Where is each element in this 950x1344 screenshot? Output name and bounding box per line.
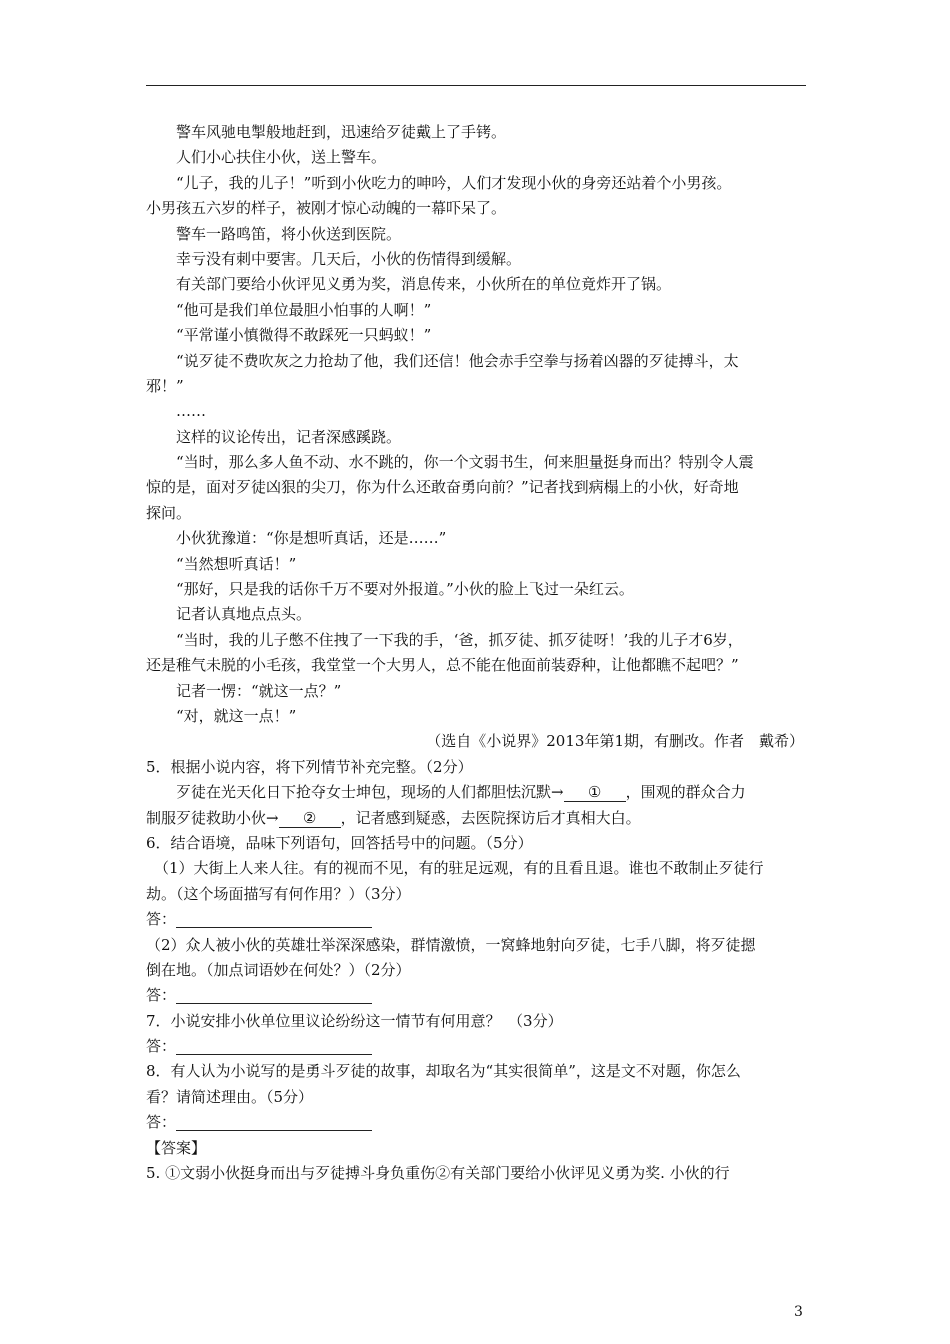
- paragraph-line: 警车一路鸣笛，将小伙送到医院。: [176, 224, 402, 243]
- question-6-sub2: 倒在地。（加点词语妙在何处？）（2分）: [146, 960, 411, 979]
- paragraph-line: 这样的议论传出，记者深感蹊跷。: [176, 427, 402, 446]
- question-5-line-2: [146, 806, 810, 831]
- question-6-sub1: （1）大街上人来人往。有的视而不见，有的驻足远观，有的且看且退。谁也不敢制止歹徒行: [154, 859, 764, 878]
- answer-row: [146, 1110, 810, 1135]
- answer-label: 答：: [146, 910, 177, 929]
- page-number: 3: [794, 1304, 803, 1320]
- paragraph-line: “当然想听真话！”: [176, 554, 297, 573]
- paragraph-line: 幸亏没有刺中要害。几天后，小伙的伤情得到缓解。: [176, 249, 522, 268]
- question-7-title: 7．小说安排小伙单位里议论纷纷这一情节有何用意？ （3分）: [146, 1011, 563, 1030]
- answer-label: 答：: [146, 1037, 177, 1056]
- answer-label: 答：: [146, 1113, 177, 1132]
- paragraph-line: “那好，只是我的话你千万不要对外报道。”小伙的脸上飞过一朵红云。: [176, 580, 634, 599]
- paragraph-line: 人们小心扶住小伙，送上警车。: [176, 148, 387, 167]
- q5-text: 制服歹徒救助小伙→: [146, 808, 279, 827]
- q5-text: 歹徒在光天化日下抢夺女士坤包，现场的人们都胆怯沉默→: [176, 783, 564, 802]
- paragraph-line: “当时，那么多人鱼不动、水不跳的，你一个文弱书生，何来胆量挺身而出？特别令人震: [176, 453, 754, 472]
- answer-line[interactable]: [176, 985, 372, 1004]
- paragraph-line: “儿子，我的儿子！”听到小伙吃力的呻吟，人们才发现小伙的身旁还站着个小男孩。: [176, 173, 732, 192]
- answer-line[interactable]: [176, 909, 372, 928]
- answer-5: 5. ①文弱小伙挺身而出与歹徒搏斗身负重伤②有关部门要给小伙评见义勇为奖. 小伙的行: [146, 1164, 730, 1183]
- paragraph-line: 还是稚气未脱的小毛孩，我堂堂一个大男人，总不能在他面前装孬种，让他都瞧不起吧？”: [146, 656, 739, 675]
- answer-label: 答：: [146, 986, 177, 1005]
- paragraph-line: “对，就这一点！”: [176, 706, 297, 725]
- question-6-sub2: （2）众人被小伙的英雄壮举深深感染，群情激愤，一窝蜂地射向歹徒，七手八脚，将歹徒摁: [146, 935, 756, 954]
- header-rule: [146, 85, 806, 86]
- paragraph-line: “说歹徒不费吹灰之力抢劫了他，我们还信！他会赤手空拳与扬着凶器的歹徒搏斗，太: [176, 351, 739, 370]
- paragraph-line: 记者认真地点点头。: [176, 605, 312, 624]
- fill-blank-2[interactable]: ②: [279, 809, 341, 828]
- q5-text: ，记者感到疑惑，去医院探访后才真相大白。: [340, 808, 641, 827]
- paragraph-line: 惊的是，面对歹徒凶狠的尖刀，你为什么还敢奋勇向前？”记者找到病榻上的小伙，好奇地: [146, 478, 739, 497]
- article-body: [146, 120, 810, 1186]
- fill-blank-1[interactable]: ①: [564, 783, 626, 802]
- question-6-title: 6．结合语境，品味下列语句，回答括号中的问题。（5分）: [146, 833, 533, 852]
- answer-row: [146, 907, 810, 932]
- paragraph-line: 小伙犹豫道：“你是想听真话，还是……”: [176, 529, 447, 548]
- question-5-line-1: [146, 780, 810, 805]
- paragraph-line: “平常谨小慎微得不敢踩死一只蚂蚁！”: [176, 326, 432, 345]
- paragraph-line: 记者一愣：“就这一点？”: [176, 681, 342, 700]
- answer-row: [146, 1034, 810, 1059]
- ellipsis-line: ……: [176, 402, 206, 421]
- question-6-sub1: 劫。（这个场面描写有何作用？）（3分）: [146, 884, 411, 903]
- source-citation: （选自《小说界》2013年第1期，有删改。作者 戴希）: [426, 732, 804, 751]
- question-5-title: 5．根据小说内容，将下列情节补充完整。（2分）: [146, 757, 473, 776]
- paragraph-line: 邪！”: [146, 376, 184, 395]
- paragraph-line: 小男孩五六岁的样子，被刚才惊心动魄的一幕吓呆了。: [146, 199, 507, 218]
- q5-text: ，围观的群众合力: [625, 783, 746, 802]
- question-8-title: 看？请简述理由。（5分）: [146, 1087, 314, 1106]
- paragraph-line: 探问。: [146, 503, 192, 522]
- answer-row: [146, 983, 810, 1008]
- answer-line[interactable]: [176, 1036, 372, 1055]
- paragraph-line: 有关部门要给小伙评见义勇为奖，消息传来，小伙所在的单位竟炸开了锅。: [176, 275, 672, 294]
- answer-heading: 【答案】: [146, 1138, 207, 1157]
- paragraph-line: “当时，我的儿子憋不住拽了一下我的手，‘爸，抓歹徒、抓歹徒呀！’我的儿子才6岁，: [176, 630, 743, 649]
- answer-line[interactable]: [176, 1112, 372, 1131]
- paragraph-line: “他可是我们单位最胆小怕事的人啊！”: [176, 300, 432, 319]
- paragraph-line: 警车风驰电掣般地赶到，迅速给歹徒戴上了手铐。: [176, 123, 507, 141]
- question-8-title: 8．有人认为小说写的是勇斗歹徒的故事，却取名为“其实很简单”，这是文不对题，你怎么: [146, 1062, 741, 1081]
